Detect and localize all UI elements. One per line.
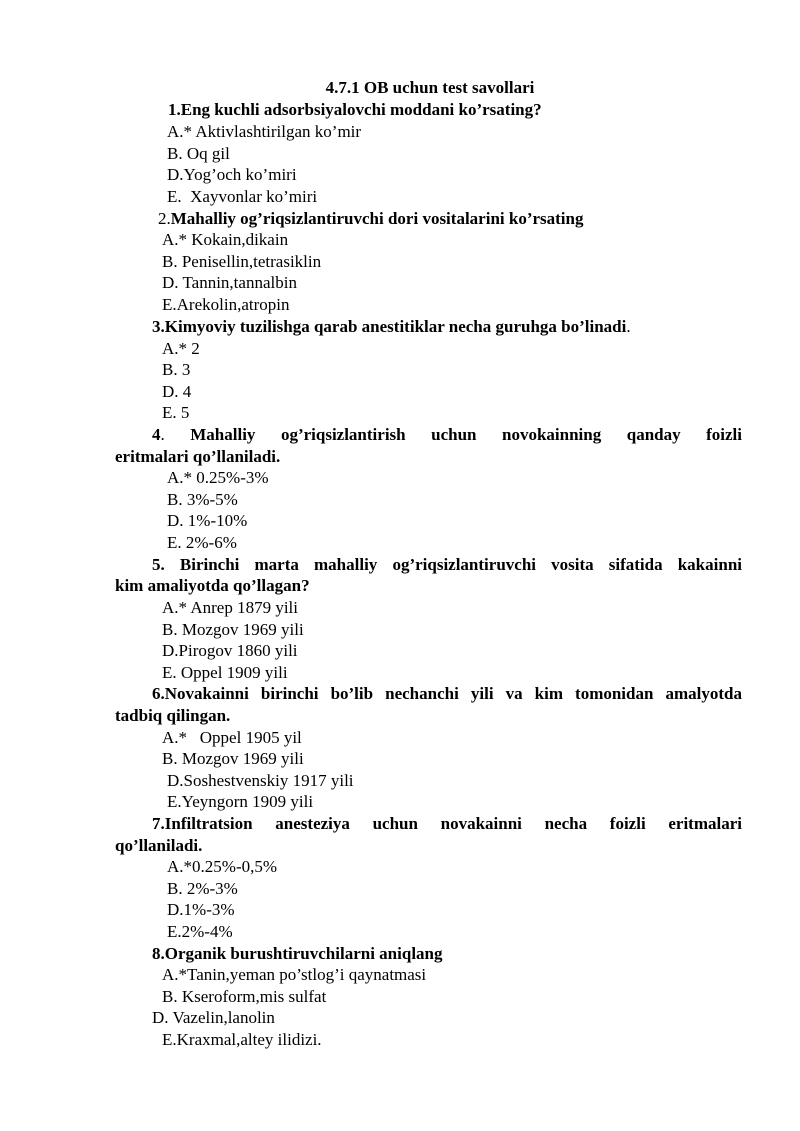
- question-7-line-2: qo’llaniladi.: [115, 836, 203, 855]
- question-2: [158, 208, 583, 229]
- question-1: [168, 99, 542, 120]
- question-5-option-d: D.Pirogov 1860 yili: [162, 641, 298, 660]
- question-6-line-2: tadbiq qilingan.: [115, 706, 231, 725]
- question-1-number: 1.: [168, 100, 181, 119]
- question-2-option-e: E.Arekolin,atropin: [162, 295, 290, 314]
- question-3: [152, 316, 631, 337]
- question-4-option-a: A.* 0.25%-3%: [167, 468, 269, 487]
- question-3-text: Kimyoviy tuzilishga qarab anestitiklar necha guruhga bo’linadi: [164, 317, 627, 336]
- question-6-option-b: B. Mozgov 1969 yili: [162, 749, 304, 768]
- question-2-option-a: A.* Kokain,dikain: [162, 230, 289, 249]
- question-6-option-d: D.Soshestvenskiy 1917 yili: [167, 771, 354, 790]
- question-6-line-1: 6.Novakainni birinchi bo’lib nechanchi yili va kim tomonidan amalyotda: [152, 684, 742, 703]
- question-1-option-a: A.* Aktivlashtirilgan ko’mir: [167, 122, 362, 141]
- question-5-option-b: B. Mozgov 1969 yili: [162, 620, 304, 639]
- question-7-line-1: 7.Infiltratsion anesteziya uchun novakainni necha foizli eritmalari: [152, 814, 742, 833]
- question-1-option-d: D.Yog’och ko’miri: [167, 165, 297, 184]
- question-4-option-b: B. 3%-5%: [167, 490, 238, 509]
- question-1-text: Eng kuchli adsorbsiyalovchi moddani ko’rsating?: [180, 100, 542, 119]
- question-2-option-d: D. Tannin,tannalbin: [162, 273, 297, 292]
- question-7-option-e: E.2%-4%: [167, 922, 233, 941]
- question-2-option-b: B. Penisellin,tetrasiklin: [162, 252, 322, 271]
- question-8-number: 8.: [152, 944, 165, 963]
- question-2-text: Mahalliy og’riqsizlantiruvchi dori vositalarini ko’rsating: [170, 209, 584, 228]
- question-3-option-e: E. 5: [162, 403, 190, 422]
- question-7-option-b: B. 2%-3%: [167, 879, 238, 898]
- question-7-option-d: D.1%-3%: [167, 900, 235, 919]
- question-1-option-e: E. Xayvonlar ko’miri: [167, 187, 318, 206]
- question-3-option-d: D. 4: [162, 382, 192, 401]
- question-5-line-2: kim amaliyotda qo’llagan?: [115, 576, 310, 595]
- question-4-line-1: [152, 424, 742, 445]
- question-8-option-a: A.*Tanin,yeman po’stlog’i qaynatmasi: [162, 965, 427, 984]
- question-8-text: Organik burushtiruvchilarni aniqlang: [164, 944, 443, 963]
- question-2-number: 2.: [158, 209, 171, 228]
- question-8-option-b: B. Kseroform,mis sulfat: [162, 987, 327, 1006]
- question-8: [152, 943, 443, 964]
- question-8-option-e: E.Kraxmal,altey ilidizi.: [162, 1030, 322, 1049]
- question-4-line-2: eritmalari qo’llaniladi.: [115, 447, 281, 466]
- question-7-option-a: A.*0.25%-0,5%: [167, 857, 278, 876]
- question-4-text-1: Mahalliy og’riqsizlantirish uchun novokainning qanday foizli: [164, 425, 742, 444]
- question-4-option-d: D. 1%-10%: [167, 511, 248, 530]
- question-6-option-e: E.Yeyngorn 1909 yili: [167, 792, 314, 811]
- question-1-option-b: B. Oq gil: [167, 144, 230, 163]
- question-6-option-a: A.* Oppel 1905 yil: [162, 728, 302, 747]
- question-5-option-e: E. Oppel 1909 yili: [162, 663, 288, 682]
- question-3-number: 3.: [152, 317, 165, 336]
- question-5-line-1: 5. Birinchi marta mahalliy og’riqsizlantiruvchi vosita sifatida kakainni: [152, 555, 742, 574]
- question-4-number: 4: [152, 425, 161, 444]
- question-5-option-a: A.* Anrep 1879 yili: [162, 598, 298, 617]
- question-8-option-d: D. Vazelin,lanolin: [152, 1008, 275, 1027]
- question-3-option-a: A.* 2: [162, 339, 200, 358]
- question-3-option-b: B. 3: [162, 360, 191, 379]
- question-3-tail: .: [626, 317, 631, 336]
- question-4-separator: .: [160, 425, 165, 444]
- document-title: 4.7.1 OB uchun test savollari: [325, 78, 535, 97]
- question-4-option-e: E. 2%-6%: [167, 533, 237, 552]
